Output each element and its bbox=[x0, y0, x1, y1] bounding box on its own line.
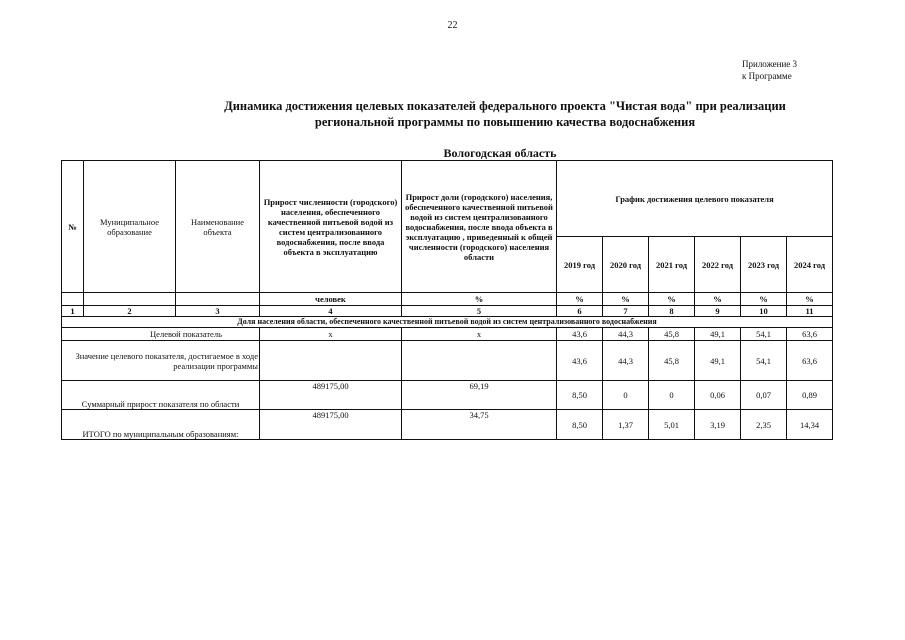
row-share: 34,75 bbox=[402, 410, 557, 440]
header-row-1 bbox=[62, 161, 833, 237]
row-label: ИТОГО по муниципальным образованиям: bbox=[62, 410, 260, 440]
col-number: 7 bbox=[603, 306, 649, 317]
appendix-note bbox=[742, 58, 797, 82]
row-year-value: 45,8 bbox=[649, 341, 695, 381]
header-growth-pop: Прирост численности (городского) населения, обеспеченного качественной питьевой водой из систем централизованного водоснабжения, после ввода объекта в эксплуатацию bbox=[260, 161, 402, 293]
header-year: 2019 год bbox=[557, 237, 603, 293]
unit-pct: % bbox=[557, 293, 603, 306]
indicators-table bbox=[61, 160, 833, 440]
row-year-value: 49,1 bbox=[695, 341, 741, 381]
row-year-value: 63,6 bbox=[787, 328, 833, 341]
unit-pop: человек bbox=[260, 293, 402, 306]
col-number: 9 bbox=[695, 306, 741, 317]
col-number: 4 bbox=[260, 306, 402, 317]
units-row bbox=[62, 293, 833, 306]
header-year: 2020 год bbox=[603, 237, 649, 293]
title-line-2: региональной программы по повышению качества водоснабжения bbox=[314, 115, 696, 129]
row-year-value: 0 bbox=[603, 381, 649, 410]
row-year-value: 8,50 bbox=[557, 381, 603, 410]
col-number: 2 bbox=[84, 306, 176, 317]
row-year-value: 43,6 bbox=[557, 328, 603, 341]
col-number: 6 bbox=[557, 306, 603, 317]
row-share bbox=[402, 341, 557, 381]
document-title bbox=[190, 98, 820, 130]
row-year-value: 8,50 bbox=[557, 410, 603, 440]
table-row bbox=[62, 341, 833, 381]
col-number: 3 bbox=[176, 306, 260, 317]
header-year: 2023 год bbox=[741, 237, 787, 293]
row-year-value: 54,1 bbox=[741, 341, 787, 381]
unit-pct: % bbox=[741, 293, 787, 306]
row-share: х bbox=[402, 328, 557, 341]
unit-pct: % bbox=[695, 293, 741, 306]
row-year-value: 49,1 bbox=[695, 328, 741, 341]
unit-pct: % bbox=[649, 293, 695, 306]
row-year-value: 5,01 bbox=[649, 410, 695, 440]
col-number: 10 bbox=[741, 306, 787, 317]
row-year-value: 1,37 bbox=[603, 410, 649, 440]
row-year-value: 44,3 bbox=[603, 341, 649, 381]
row-year-value: 54,1 bbox=[741, 328, 787, 341]
header-growth-share: Прирост доли (городского) населения, обеспеченного качественной питьевой водой из систем централизованного водоснабжения, после ввода объекта в эксплуатацию , приведенный к общей численности (городского) населения области bbox=[402, 161, 557, 293]
region-heading: Вологодская область bbox=[443, 146, 557, 160]
row-year-value: 63,6 bbox=[787, 341, 833, 381]
row-pop: 489175,00 bbox=[260, 410, 402, 440]
appendix-line-2: к Программе bbox=[742, 71, 792, 81]
row-label: Суммарный прирост показателя по области bbox=[62, 381, 260, 410]
section-row bbox=[62, 317, 833, 328]
section-title: Доля населения области, обеспеченного качественной питьевой водой из систем централизованного водоснабжения bbox=[62, 317, 833, 328]
unit-cell bbox=[176, 293, 260, 306]
header-municipality: Муниципальное образование bbox=[84, 161, 176, 293]
row-pop bbox=[260, 341, 402, 381]
row-year-value: 3,19 bbox=[695, 410, 741, 440]
col-number: 1 bbox=[62, 306, 84, 317]
col-number: 8 bbox=[649, 306, 695, 317]
row-pop: 489175,00 bbox=[260, 381, 402, 410]
column-numbers-row bbox=[62, 306, 833, 317]
header-year: 2021 год bbox=[649, 237, 695, 293]
table-row bbox=[62, 381, 833, 410]
row-year-value: 0,07 bbox=[741, 381, 787, 410]
row-pop: х bbox=[260, 328, 402, 341]
unit-pct: % bbox=[603, 293, 649, 306]
row-year-value: 45,8 bbox=[649, 328, 695, 341]
unit-cell bbox=[62, 293, 84, 306]
unit-pct: % bbox=[402, 293, 557, 306]
row-share: 69,19 bbox=[402, 381, 557, 410]
header-year: 2024 год bbox=[787, 237, 833, 293]
row-year-value: 43,6 bbox=[557, 341, 603, 381]
header-schedule: График достижения целевого показателя bbox=[557, 161, 833, 237]
title-line-1: Динамика достижения целевых показателей федерального проекта "Чистая вода" при реализации bbox=[224, 99, 786, 113]
table-row bbox=[62, 328, 833, 341]
unit-cell bbox=[84, 293, 176, 306]
unit-pct: % bbox=[787, 293, 833, 306]
row-year-value: 0,89 bbox=[787, 381, 833, 410]
col-number: 11 bbox=[787, 306, 833, 317]
row-year-value: 0,06 bbox=[695, 381, 741, 410]
row-year-value: 0 bbox=[649, 381, 695, 410]
header-num: № bbox=[62, 161, 84, 293]
row-label: Значение целевого показателя, достигаемое в ходе реализации программы bbox=[62, 341, 260, 381]
row-year-value: 2,35 bbox=[741, 410, 787, 440]
table-row bbox=[62, 410, 833, 440]
page-number: 22 bbox=[447, 20, 458, 31]
row-year-value: 44,3 bbox=[603, 328, 649, 341]
header-object: Наименование объекта bbox=[176, 161, 260, 293]
row-year-value: 14,34 bbox=[787, 410, 833, 440]
appendix-line-1: Приложение 3 bbox=[742, 59, 798, 69]
col-number: 5 bbox=[402, 306, 557, 317]
header-year: 2022 год bbox=[695, 237, 741, 293]
row-label: Целевой показатель bbox=[62, 328, 260, 341]
